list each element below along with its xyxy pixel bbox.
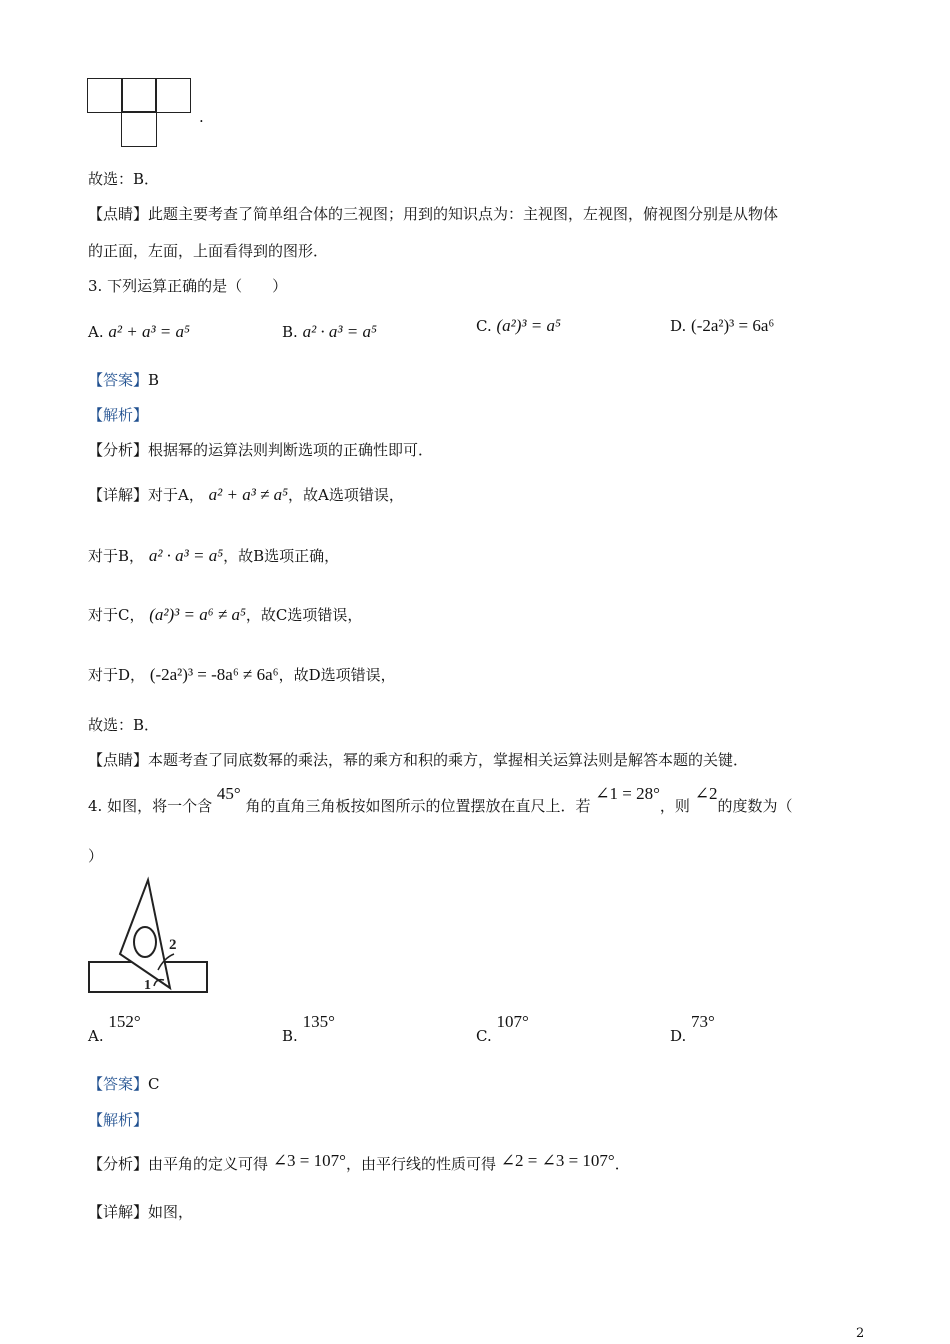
option-label: A.: [88, 1027, 104, 1045]
option-value: 73°: [691, 1012, 715, 1031]
option-expr: a² · a³ = a⁵: [302, 322, 377, 341]
q4-detail: [88, 1201, 193, 1222]
q4-option-c: [476, 1012, 529, 1045]
option-value: 152°: [108, 1012, 141, 1031]
q3-stem: 3. 下列运算正确的是（ ）: [88, 277, 288, 295]
q4-analyze: [88, 1153, 630, 1174]
detail-tag: 【详解】: [88, 1203, 149, 1221]
option-label: B.: [282, 323, 298, 341]
comment-line-1: [88, 203, 778, 224]
figure-period: .: [199, 108, 204, 126]
detail-tag: 【详解】: [88, 486, 149, 504]
comment-tag: 【点睛】: [88, 205, 149, 223]
option-label: D.: [670, 317, 687, 335]
answer-tag: 【答案】: [88, 371, 149, 389]
detail-expr: a² + a³ ≠ a⁵: [208, 485, 289, 504]
q4-option-b: [282, 1012, 335, 1045]
answer-value: C: [148, 1075, 160, 1093]
angle-3-expr: ∠3 = 107°: [272, 1151, 346, 1170]
analyze-part: ，由平行线的性质可得: [345, 1155, 496, 1173]
option-label: C.: [476, 1027, 492, 1045]
angle-2: ∠2: [694, 784, 718, 803]
q4-option-d: [670, 1012, 715, 1045]
detail-suffix: ，故C选项错误，: [245, 606, 363, 624]
q3-detail-a: [88, 484, 404, 505]
q4-stem: [88, 784, 793, 816]
option-value: 135°: [302, 1012, 335, 1031]
detail-suffix: ，故D选项错误，: [278, 666, 396, 684]
q3-answer: [88, 369, 159, 390]
angle-2-expr: ∠2 = ∠3 = 107°: [500, 1151, 615, 1170]
detail-prefix: 对于C，: [88, 606, 145, 624]
q4-stem-close: ）: [88, 847, 104, 865]
q3-analyze: [88, 439, 433, 460]
detail-prefix: 对于B，: [88, 547, 145, 565]
analyze-text: 根据幂的运算法则判断选项的正确性即可．: [148, 441, 434, 459]
q4-option-a: [88, 1012, 141, 1045]
view-square: [155, 78, 191, 113]
q3-detail-c: [88, 604, 362, 625]
answer-value: B: [148, 371, 160, 389]
q3-choice: 故选：B．: [88, 716, 160, 734]
triangle-ruler-figure: [84, 876, 214, 998]
q4-analysis-tag: 【解析】: [88, 1111, 149, 1129]
view-square: [121, 78, 157, 113]
stem-part: 角的直角三角板按如图所示的位置摆放在直尺上．若: [245, 797, 591, 815]
option-label: D.: [670, 1027, 687, 1045]
set-square: [120, 880, 170, 988]
option-value: 107°: [496, 1012, 529, 1031]
q3-option-d: [670, 316, 774, 336]
detail-expr: (a²)³ = a⁶ ≠ a⁵: [149, 605, 246, 624]
comment-line-2: 的正面，左面，上面看得到的图形．: [88, 242, 329, 260]
detail-prefix: 对于D，: [88, 666, 146, 684]
page-number: 2: [856, 1326, 865, 1341]
q3-option-b: [282, 322, 377, 342]
detail-expr: (-2a²)³ = -8a⁶ ≠ 6a⁶: [149, 665, 279, 684]
detail-suffix: ，故A选项错误，: [288, 486, 404, 504]
detail-text: 如图，: [148, 1203, 194, 1221]
detail-prefix: 对于A，: [148, 486, 204, 504]
q3-comment: [88, 749, 748, 770]
stem-part: 的度数为（: [717, 797, 793, 815]
stem-part: ，则: [659, 797, 690, 815]
q4-answer: [88, 1073, 160, 1094]
detail-expr: a² · a³ = a⁵: [148, 546, 224, 565]
q3-option-c: [476, 316, 561, 336]
figure-label-2: 2: [169, 937, 177, 953]
choice-line: 故选：B．: [88, 170, 160, 188]
option-label: C.: [476, 317, 492, 335]
option-expr: (a²)³ = a⁵: [496, 316, 561, 335]
angle-45: 45°: [216, 784, 241, 803]
answer-tag: 【答案】: [88, 1075, 149, 1093]
analyze-tag: 【分析】: [88, 1155, 149, 1173]
comment-tag: 【点睛】: [88, 751, 149, 769]
q3-detail-d: [88, 664, 396, 685]
option-expr: (-2a²)³ = 6a⁶: [691, 316, 775, 335]
stem-part: 4. 如图，将一个含: [88, 797, 213, 815]
q3-option-a: [88, 322, 190, 342]
view-square: [121, 111, 157, 147]
figure-label-1: 1: [144, 978, 151, 993]
comment-text: 此题主要考查了简单组合体的三视图；用到的知识点为：主视图，左视图，俯视图分别是从物体: [148, 205, 779, 223]
option-label: A.: [88, 323, 104, 341]
q3-detail-b: [88, 545, 339, 566]
analyze-part: 由平角的定义可得: [148, 1155, 269, 1173]
q3-analysis-tag: 【解析】: [88, 406, 149, 424]
option-expr: a² + a³ = a⁵: [108, 322, 190, 341]
analyze-tag: 【分析】: [88, 441, 149, 459]
detail-suffix: ，故B选项正确，: [223, 547, 340, 565]
analyze-part: ．: [614, 1155, 630, 1173]
option-label: B.: [282, 1027, 298, 1045]
angle-1-given: ∠1 = 28°: [595, 784, 660, 803]
comment-text: 本题考查了同底数幂的乘法，幂的乘方和积的乘方，掌握相关运算法则是解答本题的关键．: [148, 751, 749, 769]
view-square: [87, 78, 123, 113]
